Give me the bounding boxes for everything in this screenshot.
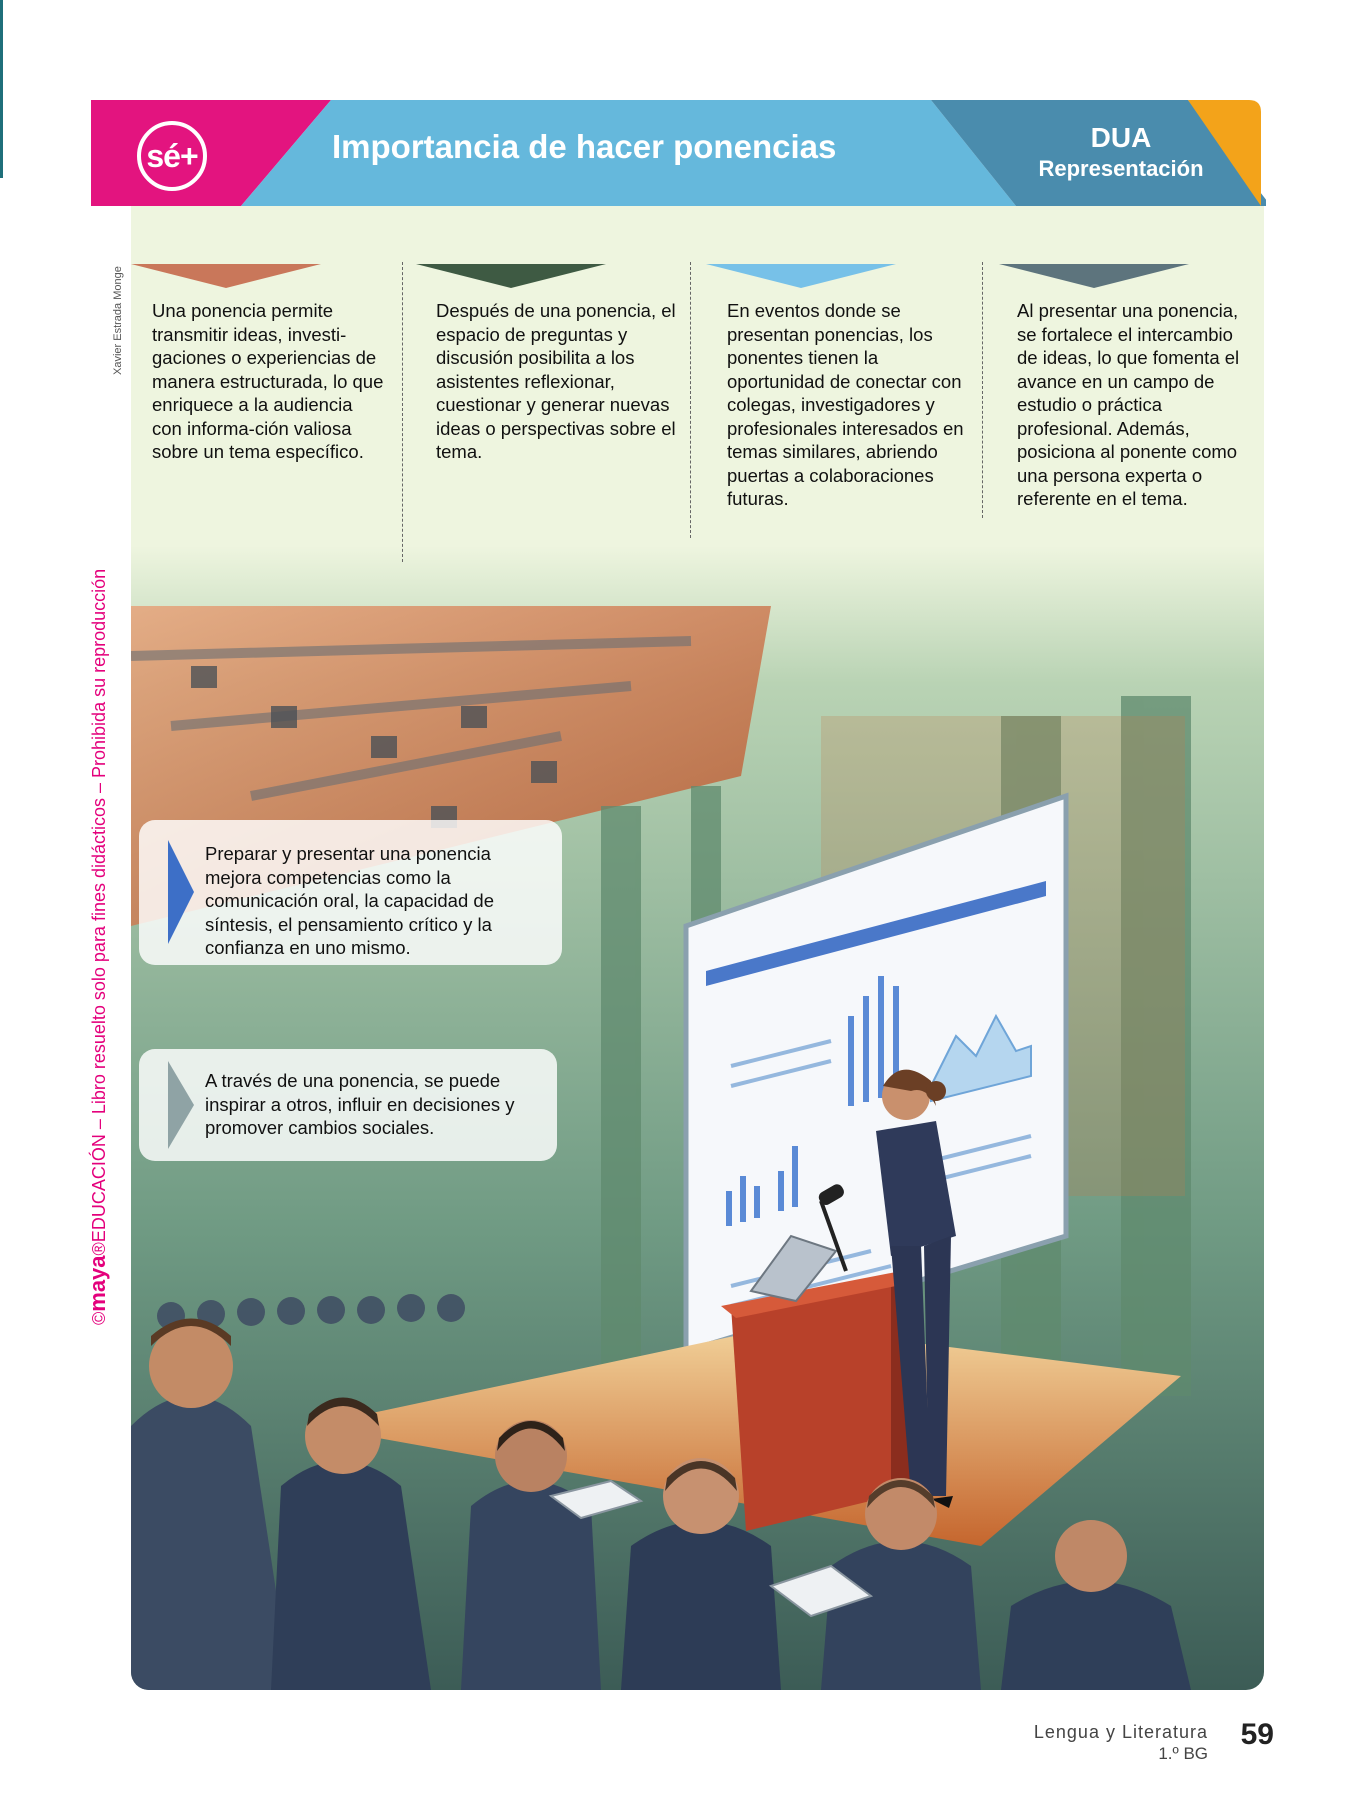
info-column-1: Una ponencia permite transmitir ideas, investi-gaciones o experiencias de manera estructurada, lo que enriquece a la audiencia con informa-ción valiosa sobre un tema específico. [152,300,384,462]
column-separator [982,262,983,518]
info-column-2: Después de una ponencia, el espacio de preguntas y discusión posibilita a los asistentes reflexionar, cuestionar y generar nuevas ideas o perspectivas sobre el tema. [436,300,676,462]
content-card [131,206,1264,1690]
callout-inspirar [139,1049,557,1161]
copyright-notice: ©maya®EDUCACIÓN – Libro resuelto solo para fines didácticos – Prohibida su reproducción [85,568,110,1325]
column-1-arrow [131,264,321,288]
callout-1-arrow [168,840,194,944]
page-number: 59 [1240,1718,1274,1751]
se-plus-logo: sé+ [137,121,207,191]
column-separator [690,262,691,538]
column-2-arrow [416,264,606,288]
callout-2-text: A través de una ponencia, se puede inspirar a otros, influir en decisiones y promover cambios sociales. [205,1070,515,1138]
column-separator [402,262,403,562]
dua-label: DUA [1090,122,1152,153]
callout-competencias [139,820,562,965]
rights-text: EDUCACIÓN – Libro resuelto solo para fines didácticos – Prohibida su reproducción [89,568,109,1243]
section-banner [91,98,1266,206]
dua-subtitle: Representación [1038,156,1204,181]
info-column-3: En eventos donde se presentan ponencias, los ponentes tienen la oportunidad de conectar con colegas, investigadores y profesionales interesados en temas similares, abriendo puertas a colaboraciones futuras. [727,300,964,509]
page-edge-marker [0,0,3,178]
brand-name: maya [85,1255,110,1312]
info-column-4: Al presentar una ponencia, se fortalece el intercambio de ideas, lo que fomenta el avance en un campo de estudio o práctica profesional. Además, posiciona al ponente como una persona experta o referente en el tema. [1017,300,1240,509]
column-3-arrow [706,264,896,288]
column-4-arrow [999,264,1189,288]
callout-1-text: Preparar y presentar una ponencia mejora competencias como la comunicación oral, la capacidad de síntesis, el pensamiento crítico y la confianza en uno mismo. [205,843,494,958]
subject-name: Lengua y Literatura [1033,1722,1208,1742]
grade-label: 1.º BG [1158,1744,1208,1763]
section-title: Importancia de hacer ponencias [332,128,837,165]
column-arrows [131,264,1264,294]
illustrator-credit: Xavier Estrada Monge [112,266,124,375]
callout-2-arrow [168,1061,194,1149]
